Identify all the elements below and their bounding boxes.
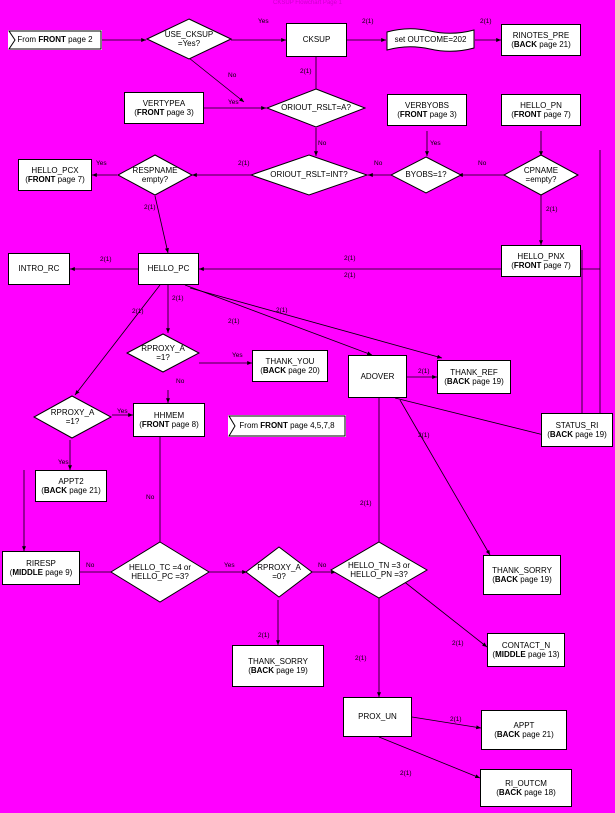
edge-label-yes-1: Yes xyxy=(258,18,269,25)
node-label: HELLO_PNX (FRONT page 7) xyxy=(511,251,571,270)
node-hhmem[interactable] xyxy=(133,403,205,437)
edge-label-no-2: No xyxy=(318,140,327,147)
node-label: HELLO_PN (FRONT page 7) xyxy=(511,100,571,119)
edge-label-15: 2(1) xyxy=(418,368,430,375)
node-label: RPROXY_A =1? xyxy=(141,343,185,362)
edge-label-yes-5: Yes xyxy=(232,352,243,359)
node-label: CPNAME =empty? xyxy=(523,165,559,184)
node-thank-sorry-right[interactable] xyxy=(483,555,561,595)
node-label: VERTYPEA (FRONT page 3) xyxy=(134,98,194,117)
node-label: CONTACT_N (MIDDLE page 13) xyxy=(492,640,560,659)
edge-label-9: 2(1) xyxy=(344,255,356,262)
edge-label-17: 2(1) xyxy=(355,655,367,662)
node-label: HELLO_PC xyxy=(147,264,190,274)
node-status-ri[interactable] xyxy=(541,413,613,447)
node-label: PROX_UN xyxy=(358,712,397,722)
edge-label-12: 2(1) xyxy=(172,295,184,302)
edge-label-yes-7: Yes xyxy=(58,459,69,466)
edge-label-3: 2(1) xyxy=(480,18,492,25)
node-label: set OUTCOME=202 xyxy=(394,35,467,45)
node-prox-un[interactable] xyxy=(343,697,412,737)
edge-label-yes-6: Yes xyxy=(117,408,128,415)
node-vertypea[interactable] xyxy=(124,92,204,124)
node-label: THANK_YOU (BACK page 20) xyxy=(260,356,320,375)
edge-label-no-1: No xyxy=(228,72,237,79)
node-label: ADOVER xyxy=(360,371,395,381)
node-hello-pnx[interactable] xyxy=(501,245,581,277)
node-hello-tn[interactable] xyxy=(330,541,428,599)
node-label: ORIOUT_RSLT=A? xyxy=(281,103,351,113)
node-label: RPROXY_A =1? xyxy=(50,407,95,426)
node-label: RIRESP (MIDDLE page 9) xyxy=(9,558,73,577)
node-appt2[interactable] xyxy=(35,470,107,502)
node-rproxy-a-1-b[interactable] xyxy=(33,395,112,439)
node-label: STATUS_RI (BACK page 19) xyxy=(547,420,607,439)
node-intro-rc[interactable] xyxy=(8,253,70,285)
node-from-front-2[interactable] xyxy=(8,30,102,50)
edge-label-no-6: No xyxy=(146,494,155,501)
node-label: RESPNAME empty? xyxy=(132,165,178,184)
node-oriout-rslt-int[interactable] xyxy=(250,154,368,196)
edge-label-no-7: No xyxy=(86,562,95,569)
edge-label-2: 2(1) xyxy=(362,18,374,25)
node-oriout-rslt-a[interactable] xyxy=(266,88,366,128)
node-hello-pn[interactable] xyxy=(501,94,581,126)
edge-label-13: 2(1) xyxy=(228,318,240,325)
node-appt[interactable] xyxy=(481,710,567,750)
edge-label-8: 2(1) xyxy=(100,256,112,263)
edge-label-yes-3: Yes xyxy=(430,140,441,147)
node-label: CKSUP xyxy=(302,35,331,45)
node-set-outcome[interactable] xyxy=(386,26,475,54)
node-label: HELLO_PCX (FRONT page 7) xyxy=(25,165,85,184)
node-label: BYOBS=1? xyxy=(405,170,447,180)
edge-label-19: 2(1) xyxy=(360,500,372,507)
edge-label-yes-2: Yes xyxy=(228,99,239,106)
edge-label-20: 2(1) xyxy=(418,432,430,439)
node-hello-pcx[interactable] xyxy=(18,159,92,191)
node-label: APPT2 (BACK page 21) xyxy=(41,476,101,495)
edge-label-5: 2(1) xyxy=(238,160,250,167)
node-byobs[interactable] xyxy=(390,156,462,194)
edge-label-no-5: No xyxy=(176,378,185,385)
edge-label-no-4: No xyxy=(478,160,487,167)
node-label: APPT (BACK page 21) xyxy=(494,720,554,739)
edge-label-21: 2(1) xyxy=(452,640,464,647)
node-label: HELLO_TN =3 or HELLO_PN =3? xyxy=(347,560,411,579)
node-hello-tc[interactable] xyxy=(110,541,210,603)
page-title: CKSUP Flowchart Page 1 xyxy=(273,0,342,6)
edge-label-22: 2(1) xyxy=(450,716,462,723)
edge-label-10: 2(1) xyxy=(344,272,356,279)
node-label: USE_CKSUP =Yes? xyxy=(164,29,214,48)
node-label: THANK_REF (BACK page 19) xyxy=(444,367,504,386)
node-label: HHMEM (FRONT page 8) xyxy=(139,410,199,429)
node-rinotes-pre[interactable] xyxy=(501,24,581,56)
node-contact-n[interactable] xyxy=(487,633,565,667)
node-thank-you[interactable] xyxy=(252,350,328,382)
edge-label-yes-4: Yes xyxy=(96,160,107,167)
node-thank-ref[interactable] xyxy=(437,360,511,394)
node-label: INTRO_RC xyxy=(18,264,60,274)
edge-label-16: 2(1) xyxy=(258,632,270,639)
edge-label-yes-8: Yes xyxy=(224,562,235,569)
edge-label-14: 2(1) xyxy=(276,307,288,314)
node-label: RINOTES_PRE (BACK page 21) xyxy=(511,30,571,49)
node-rproxy-a-1[interactable] xyxy=(126,333,200,373)
node-hello-pc[interactable] xyxy=(138,253,199,285)
edge-label-7: 2(1) xyxy=(144,204,156,211)
node-label: VERBYOBS (FRONT page 3) xyxy=(397,100,457,119)
node-cpname[interactable] xyxy=(503,154,579,196)
node-use-cksup[interactable] xyxy=(146,18,232,60)
node-cksup[interactable] xyxy=(286,23,347,57)
edge-label-no-8: No xyxy=(318,562,327,569)
edge-label-18: 2(1) xyxy=(400,770,412,777)
edge-label-4: 2(1) xyxy=(300,68,312,75)
node-verbyobs[interactable] xyxy=(387,94,467,126)
node-label: From FRONT page 2 xyxy=(17,35,93,45)
edge-label-no-3: No xyxy=(374,160,383,167)
node-label: ORIOUT_RSLT=INT? xyxy=(270,170,348,180)
node-respname[interactable] xyxy=(117,154,193,196)
node-label: RI_OUTCM (BACK page 18) xyxy=(496,778,556,797)
node-label: THANK_SORRY (BACK page 19) xyxy=(492,565,552,584)
node-label: HELLO_TC =4 or HELLO_PC =3? xyxy=(128,562,192,581)
node-riresp[interactable] xyxy=(2,551,80,585)
node-rproxy-a-0[interactable] xyxy=(245,546,313,598)
edge-label-11: 2(1) xyxy=(132,308,144,315)
node-label: THANK_SORRY (BACK page 19) xyxy=(248,656,308,675)
node-ri-outcm[interactable] xyxy=(480,769,572,807)
node-adover[interactable] xyxy=(348,355,407,398)
edge-label-6: 2(1) xyxy=(546,206,558,213)
node-thank-sorry-bottom[interactable] xyxy=(232,645,324,687)
node-label: RPROXY_A =0? xyxy=(257,562,301,581)
node-from-front-4578[interactable] xyxy=(228,415,346,437)
node-label: From FRONT page 4,5,7,8 xyxy=(239,421,335,431)
